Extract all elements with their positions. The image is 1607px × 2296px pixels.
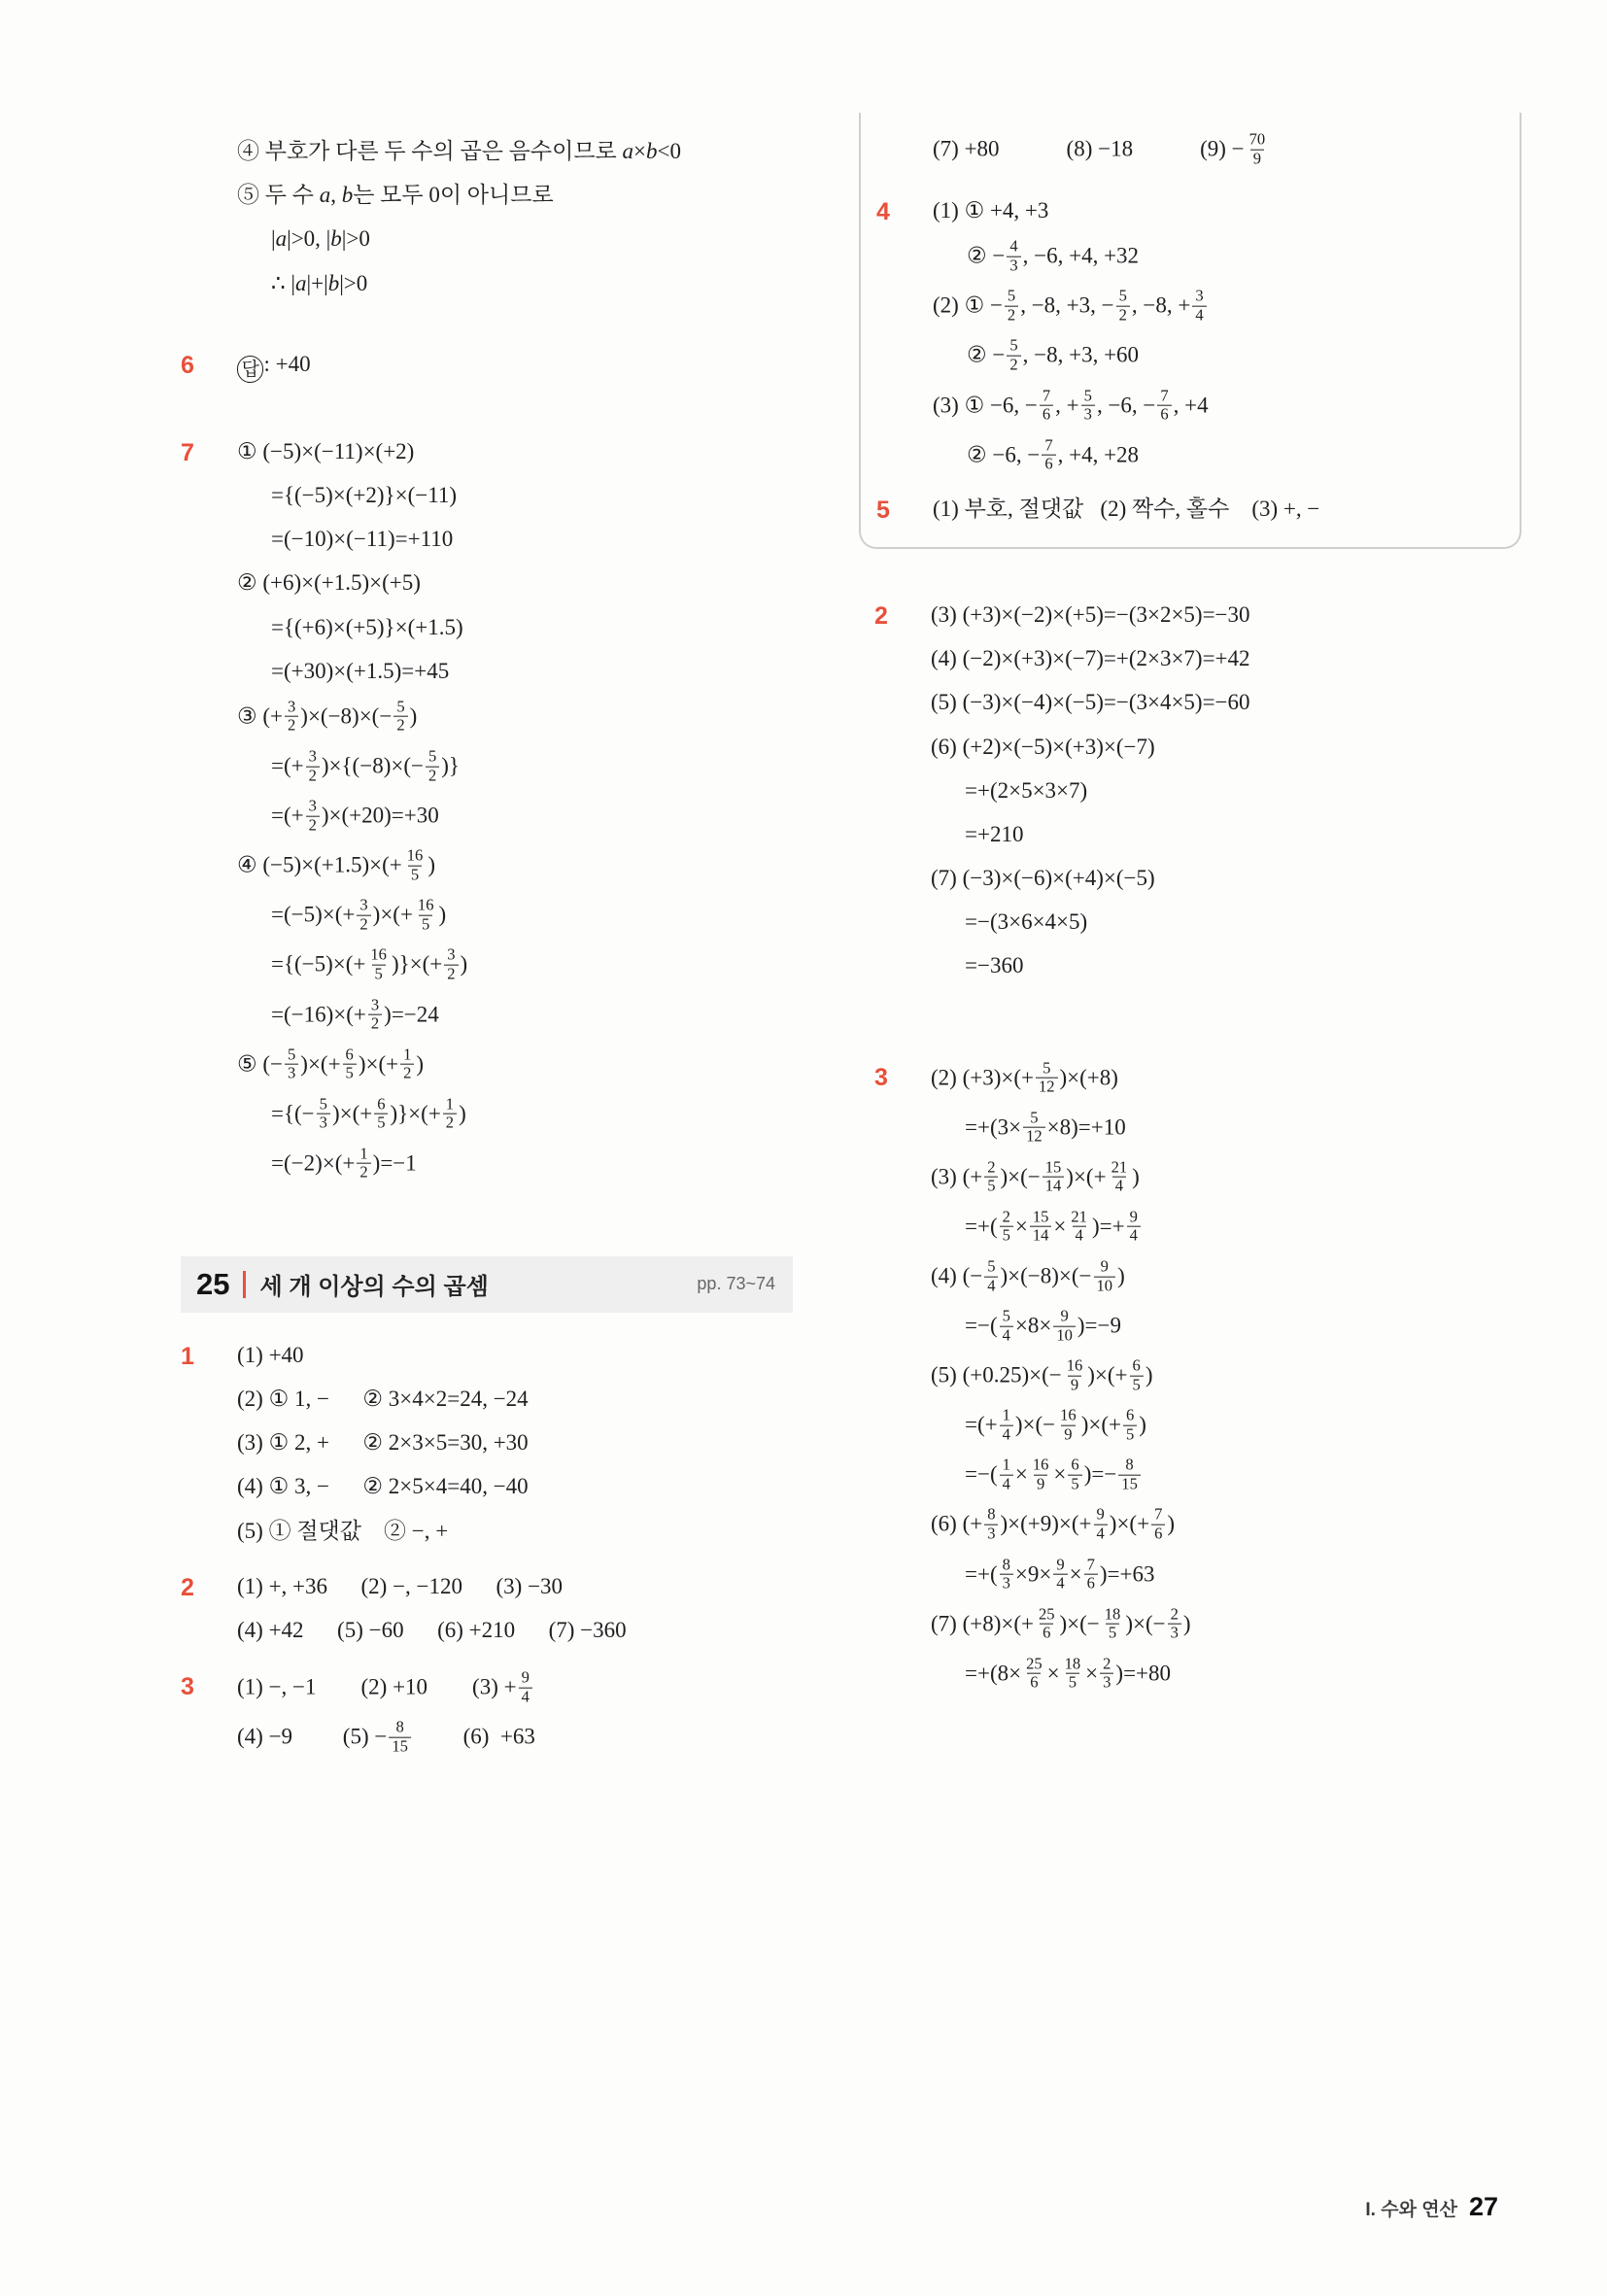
math-line: ⑤ 두 수 a, b는 모두 0이 아니므로: [237, 183, 554, 208]
problem-number: 1: [181, 1342, 194, 1370]
math-line: =(+ $\frac{3}{2}$ )×(+20)=+30: [271, 796, 439, 835]
fraction: $\frac{9}{10}$: [1094, 1258, 1116, 1295]
math-line: =+(3× $\frac{5}{12}$ ×8)=+10: [965, 1108, 1126, 1146]
fraction: $\frac{5}{3}$: [317, 1095, 330, 1132]
problem-number: 3: [181, 1673, 194, 1701]
math-line: =(+30)×(+1.5)=+45: [271, 658, 450, 683]
footer-page-number: 27: [1468, 2192, 1498, 2221]
math-line: (6) (+ $\frac{8}{3}$ )×(+9)×(+ $\frac{9}{4}$ )×(+ $\frac{7}{6}$ ): [931, 1505, 1176, 1543]
fraction: $\frac{5}{12}$: [1023, 1109, 1045, 1146]
fraction: $\frac{9}{4}$: [519, 1669, 532, 1706]
math-line: (3) (+ $\frac{2}{5}$ )×(− $\frac{15}{14}$ )×(+ $\frac{21}{4}$ ): [931, 1157, 1140, 1196]
problem-block: [181, 1667, 793, 1769]
math-line: =−( $\frac{1}{4}$ × $\frac{16}{9}$ × $\frac{6}{5}$ )=− $\frac{8}{15}$: [931, 1457, 1522, 1494]
solution-lines: [931, 600, 1522, 995]
math-line: =+( $\frac{8}{3}$ ×9× $\frac{9}{4}$ × $\frac{7}{6}$ )=+63: [965, 1555, 1155, 1593]
math-line: (2) ① 1, − ② 3×4×2=24, −24: [237, 1387, 529, 1412]
math-line: =+( $\frac{2}{5}$ × $\frac{15}{14}$ × $\frac{21}{4}$ )=+ $\frac{9}{4}$: [931, 1210, 1522, 1247]
fraction: $\frac{1}{4}$: [1000, 1407, 1013, 1444]
math-line: (1) 부호, 절댓값 (2) 짝수, 홀수 (3) +, −: [933, 496, 1320, 521]
fraction: $\frac{7}{6}$: [1042, 436, 1055, 473]
math-line: (1) +, +36 (2) −, −120 (3) −30: [237, 1573, 564, 1598]
math-line: ① (−5)×(−11)×(+2): [237, 438, 415, 463]
math-line: (4) −9 (5) − $\frac{8}{15}$ (6) +63: [237, 1717, 535, 1756]
fraction: $\frac{7}{6}$: [1040, 387, 1053, 424]
math-line: (6) (+2)×(−5)×(+3)×(−7): [931, 734, 1155, 759]
fraction: $\frac{3}{2}$: [285, 699, 298, 736]
problem-block: [181, 1340, 793, 1559]
section-pages: pp. 73~74: [697, 1274, 775, 1294]
section-divider: [243, 1271, 246, 1298]
fraction: $\frac{2}{3}$: [1100, 1655, 1113, 1692]
problem-number: 5: [876, 496, 890, 524]
math-line: (7) +80 (8) −18 (9) − $\frac{70}{9}$: [933, 132, 1506, 169]
problem-number: 2: [181, 1573, 194, 1601]
fraction: $\frac{3}{2}$: [444, 946, 458, 983]
fraction: $\frac{2}{3}$: [1168, 1605, 1181, 1642]
fraction: $\frac{21}{4}$: [1111, 1157, 1128, 1196]
fraction: $\frac{5}{2}$: [1005, 288, 1018, 325]
problem-number: 2: [874, 601, 888, 630]
solution-lines: [931, 1058, 1522, 1706]
fraction: $\frac{6}{5}$: [1130, 1357, 1144, 1394]
fraction: $\frac{18}{5}$: [1064, 1654, 1081, 1692]
problem-block: [181, 136, 793, 312]
fraction: $\frac{7}{6}$: [1157, 387, 1171, 424]
problem-block: [876, 494, 1506, 537]
fraction: $\frac{16}{9}$: [1032, 1456, 1049, 1493]
math-line: ③ (+ $\frac{3}{2}$ )×(−8)×(− $\frac{5}{2}$ ): [237, 697, 418, 736]
footer-section-label: I. 수와 연산: [1365, 2200, 1457, 2220]
fraction: $\frac{7}{6}$: [1151, 1506, 1165, 1543]
fraction: $\frac{16}{5}$: [370, 945, 387, 983]
fraction: $\frac{25}{6}$: [1038, 1604, 1055, 1642]
math-line: (4) ① 3, − ② 2×5×4=40, −40: [237, 1474, 529, 1499]
fraction: $\frac{9}{10}$: [1053, 1308, 1076, 1345]
fraction: $\frac{21}{4}$: [1071, 1207, 1087, 1246]
math-line: (3) (+3)×(−2)×(+5)=−(3×2×5)=−30: [931, 601, 1250, 627]
fraction: $\frac{5}{3}$: [285, 1045, 298, 1082]
math-line: =(−5)×(+ $\frac{3}{2}$ )×(+ $\frac{16}{5}$ ): [271, 895, 447, 934]
math-line: ④ (−5)×(+1.5)×(+ $\frac{16}{5}$ ): [237, 845, 435, 884]
problem-block: [874, 600, 1522, 995]
fraction: $\frac{1}{2}$: [443, 1095, 457, 1132]
math-line: =(+ $\frac{3}{2}$ )×{(−8)×(− $\frac{5}{2}$ )}: [271, 746, 460, 785]
problem-number: 4: [876, 198, 890, 226]
fraction: $\frac{1}{2}$: [357, 1145, 370, 1182]
problem-number: [181, 136, 237, 138]
fraction: $\frac{15}{14}$: [1043, 1158, 1065, 1195]
math-line: ② −6, − $\frac{7}{6}$ , +4, +28: [967, 435, 1140, 473]
math-line: (1) +40: [237, 1342, 304, 1367]
problem-block: [181, 1571, 793, 1659]
problem-block: [876, 129, 1506, 182]
math-line: =−( $\frac{5}{4}$ ×8× $\frac{9}{10}$ )=−9: [965, 1306, 1121, 1345]
fraction: $\frac{1}{2}$: [400, 1045, 414, 1082]
fraction: $\frac{8}{15}$: [389, 1719, 411, 1756]
fraction: $\frac{9}{4}$: [1127, 1209, 1141, 1246]
fraction: $\frac{9}{4}$: [1094, 1506, 1108, 1543]
fraction: $\frac{6}{5}$: [1123, 1407, 1137, 1444]
fraction: $\frac{3}{4}$: [1192, 288, 1206, 325]
math-line: (5) (+0.25)×(− $\frac{16}{9}$ )×(+ $\frac{6}{5}$ ): [931, 1355, 1153, 1394]
problem-block: [876, 195, 1506, 488]
solution-lines: [933, 494, 1506, 537]
math-line: ={(−5)×(+2)}×(−11): [271, 483, 458, 507]
math-line: =−(3×6×4×5): [965, 909, 1088, 935]
fraction: $\frac{70}{9}$: [1248, 129, 1266, 168]
math-line: (1) −, −1 (2) +10 (3) + $\frac{9}{4}$: [237, 1670, 793, 1707]
fraction: $\frac{7}{6}$: [1084, 1556, 1098, 1593]
solution-lines: [237, 349, 793, 395]
math-line: =+210: [965, 821, 1024, 846]
solution-lines: [237, 1667, 793, 1769]
fraction: $\frac{25}{6}$: [1026, 1654, 1043, 1692]
solution-lines: [237, 1340, 793, 1559]
math-line: (4) +42 (5) −60 (6) +210 (7) −360: [237, 1618, 627, 1642]
fraction: $\frac{6}{5}$: [1068, 1456, 1081, 1493]
math-line: (2) (+3)×(+ $\frac{5}{12}$ )×(+8): [931, 1058, 1118, 1096]
fraction: $\frac{3}{2}$: [357, 897, 370, 934]
fraction: $\frac{9}{4}$: [1053, 1556, 1067, 1593]
solution-lines: [933, 195, 1506, 488]
answer-box: [859, 113, 1522, 549]
solution-lines: [237, 136, 793, 312]
math-line: (1) ① +4, +3: [933, 198, 1049, 223]
problem-number: 7: [181, 438, 194, 466]
section-title: 세 개 이상의 수의 곱셈: [259, 1274, 489, 1301]
math-line: ∴ |a|+|b|>0: [271, 270, 368, 295]
fraction: $\frac{1}{4}$: [1000, 1456, 1013, 1493]
page-footer: [1365, 2192, 1498, 2222]
math-line: ={(− $\frac{5}{3}$ )×(+ $\frac{6}{5}$ )}×(+ $\frac{1}{2}$ ): [271, 1094, 466, 1132]
fraction: $\frac{5}{2}$: [1007, 337, 1020, 374]
math-line: (7) (−3)×(−6)×(+4)×(−5): [931, 866, 1155, 891]
problem-number: 3: [874, 1063, 888, 1091]
math-line: (3) ① −6, − $\frac{7}{6}$ , + $\frac{5}{3}$ , −6, − $\frac{7}{6}$ , +4: [933, 386, 1209, 424]
fraction: $\frac{16}{9}$: [1060, 1405, 1077, 1444]
fraction: $\frac{5}{2}$: [426, 748, 439, 785]
problem-block: [874, 1058, 1522, 1706]
section-number: 25: [196, 1266, 230, 1301]
math-line: (5) (−3)×(−4)×(−5)=−(3×4×5)=−60: [931, 690, 1250, 715]
fraction: $\frac{15}{14}$: [1030, 1209, 1052, 1246]
math-line: =(−10)×(−11)=+110: [271, 527, 454, 552]
math-line: ④ 부호가 다른 두 수의 곱은 음수이므로 a×b<0: [237, 139, 681, 163]
right-column: [874, 113, 1522, 1706]
fraction: $\frac{8}{3}$: [1000, 1556, 1013, 1593]
math-line: (4) (− $\frac{5}{4}$ )×(−8)×(− $\frac{9}{10}$ ): [931, 1256, 1125, 1295]
fraction: $\frac{3}{2}$: [368, 996, 382, 1033]
math-line: 답 : +40: [237, 349, 793, 383]
problem-number: 6: [181, 351, 194, 379]
math-line: =(−2)×(+ $\frac{1}{2}$ )=−1: [271, 1144, 417, 1182]
fraction: $\frac{5}{4}$: [1000, 1308, 1013, 1345]
fraction: $\frac{6}{5}$: [374, 1095, 388, 1132]
fraction: $\frac{5}{2}$: [1116, 288, 1130, 325]
problem-block: [181, 349, 793, 395]
fraction: $\frac{2}{5}$: [1000, 1209, 1013, 1246]
math-line: =+(2×5×3×7): [965, 777, 1088, 803]
math-line: (3) ① 2, + ② 2×3×5=30, +30: [237, 1430, 529, 1456]
fraction: $\frac{16}{5}$: [406, 845, 424, 884]
math-line: =−360: [965, 953, 1024, 978]
solution-lines: [237, 436, 793, 1196]
fraction: $\frac{6}{5}$: [343, 1045, 357, 1082]
fraction: $\frac{5}{12}$: [1036, 1059, 1058, 1096]
math-line: ={(−5)×(+ $\frac{16}{5}$ )}×(+ $\frac{3}{2}$ ): [271, 945, 468, 983]
section-header: [181, 1256, 793, 1313]
math-line: (5) ① 절댓값 ② −, +: [237, 1518, 449, 1543]
math-line: ② − $\frac{4}{3}$ , −6, +4, +32: [967, 236, 1140, 275]
math-line: ={(+6)×(+5)}×(+1.5): [271, 614, 463, 639]
left-column: [181, 136, 793, 1769]
math-line: =+(8× $\frac{25}{6}$ × $\frac{18}{5}$ × $\frac{2}{3}$ )=+80: [965, 1654, 1172, 1692]
fraction: $\frac{18}{5}$: [1104, 1604, 1121, 1642]
math-line: (4) (−2)×(+3)×(−7)=+(2×3×7)=+42: [931, 646, 1250, 671]
solution-lines: [933, 129, 1506, 182]
math-line: ② − $\frac{5}{2}$ , −8, +3, +60: [967, 336, 1140, 374]
math-line: =(+ $\frac{1}{4}$ )×(− $\frac{16}{9}$ )×(+ $\frac{6}{5}$ ): [965, 1405, 1146, 1444]
fraction: $\frac{5}{2}$: [393, 699, 407, 736]
solution-lines: [237, 1571, 793, 1659]
math-line: ⑤ (− $\frac{5}{3}$ )×(+ $\frac{6}{5}$ )×(+ $\frac{1}{2}$ ): [237, 1045, 425, 1082]
fraction: $\frac{8}{15}$: [1118, 1456, 1141, 1493]
math-line: =(−16)×(+ $\frac{3}{2}$ )=−24: [271, 995, 439, 1033]
fraction: $\frac{16}{9}$: [1066, 1355, 1083, 1394]
fraction: $\frac{5}{3}$: [1081, 387, 1095, 424]
fraction: $\frac{8}{3}$: [984, 1506, 998, 1543]
problem-number: [876, 132, 933, 134]
fraction: $\frac{2}{5}$: [984, 1158, 998, 1195]
problem-block: [181, 436, 793, 1196]
math-line: (2) ① − $\frac{5}{2}$ , −8, +3, − $\frac{5}{2}$ , −8, + $\frac{3}{4}$: [933, 289, 1506, 326]
fraction: $\frac{3}{2}$: [306, 748, 320, 785]
math-line: (7) (+8)×(+ $\frac{25}{6}$ )×(− $\frac{18}{5}$ )×(− $\frac{2}{3}$ ): [931, 1604, 1191, 1642]
fraction: $\frac{5}{4}$: [984, 1258, 998, 1295]
fraction: $\frac{16}{5}$: [417, 895, 434, 934]
circled-label: 답: [237, 356, 263, 382]
math-line: |a|>0, |b|>0: [271, 226, 370, 252]
fraction: $\frac{3}{2}$: [306, 798, 320, 835]
fraction: $\frac{4}{3}$: [1007, 238, 1020, 275]
math-line: ② (+6)×(+1.5)×(+5): [237, 570, 421, 596]
